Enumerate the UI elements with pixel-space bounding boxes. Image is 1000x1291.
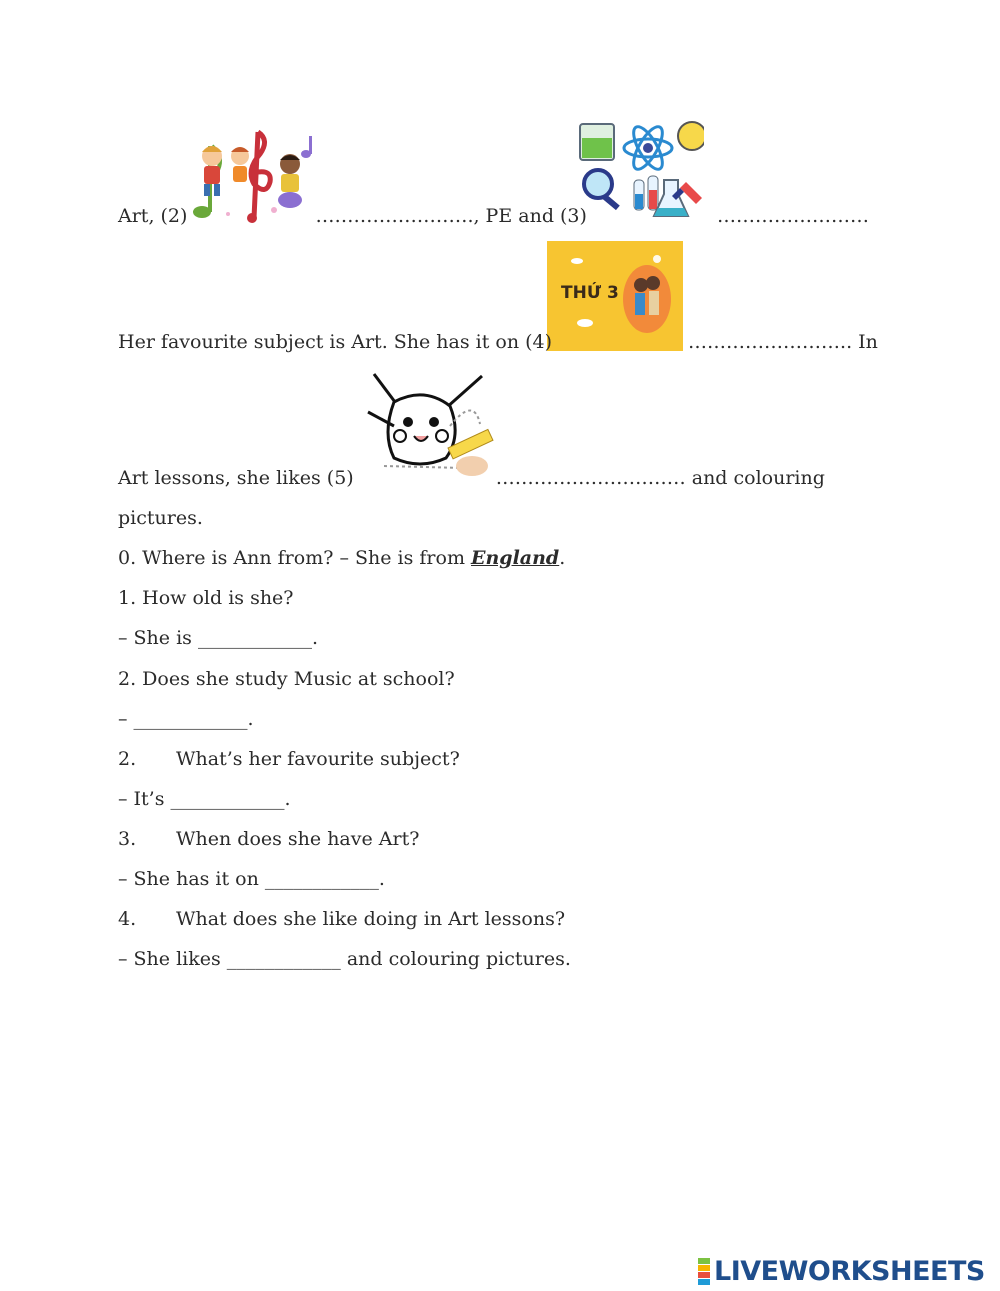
question-text: When does she have Art? (176, 828, 420, 850)
answer-blank-4[interactable]: …………………….. In (688, 331, 878, 353)
logo-text: LIVEWORKSHEETS (714, 1255, 985, 1287)
answer-line-2[interactable]: – ____________. (118, 708, 254, 730)
passage-line-3 (118, 466, 825, 490)
answer-line-3[interactable]: – It’s ____________. (118, 788, 291, 810)
answer-blank-5[interactable]: ………………………… and colouring (495, 467, 825, 489)
question-4 (118, 827, 419, 851)
answer-blank-2[interactable]: ……………………., PE and (3) (315, 205, 587, 227)
example-answer: England (471, 547, 560, 569)
question-text: 0. Where is Ann from? – She is from (118, 547, 471, 569)
question-1: 1. How old is she? (118, 587, 294, 609)
passage-text: Her favourite subject is Art. She has it on (4) (118, 331, 553, 353)
passage-text: Art lessons, she likes (5) (118, 467, 354, 489)
question-5 (118, 907, 565, 931)
question-text: What does she like doing in Art lessons? (176, 908, 566, 930)
answer-line-1[interactable]: – She is ____________. (118, 627, 318, 649)
answer-line-4[interactable]: – She has it on ____________. (118, 868, 385, 890)
punctuation: . (559, 547, 566, 569)
question-number: 2. (118, 748, 137, 770)
answer-blank-3[interactable]: …………………… (716, 205, 869, 227)
calendar-day-label: THỨ 3 (561, 283, 619, 303)
passage-line-2 (118, 330, 878, 354)
question-2: 2. Does she study Music at school? (118, 668, 455, 690)
question-text: What’s her favourite subject? (176, 748, 460, 770)
question-number: 3. (118, 828, 137, 850)
question-number: 4. (118, 908, 137, 930)
answer-line-5[interactable]: – She likes ____________ and colouring pictures. (118, 948, 571, 970)
logo-blocks-icon (698, 1258, 710, 1285)
question-3 (118, 747, 460, 771)
liveworksheets-logo[interactable] (698, 1256, 985, 1286)
passage-line-4: pictures. (118, 507, 203, 529)
passage-text: Art, (2) (118, 205, 188, 227)
passage-line-1 (118, 204, 869, 228)
question-example (118, 546, 565, 570)
